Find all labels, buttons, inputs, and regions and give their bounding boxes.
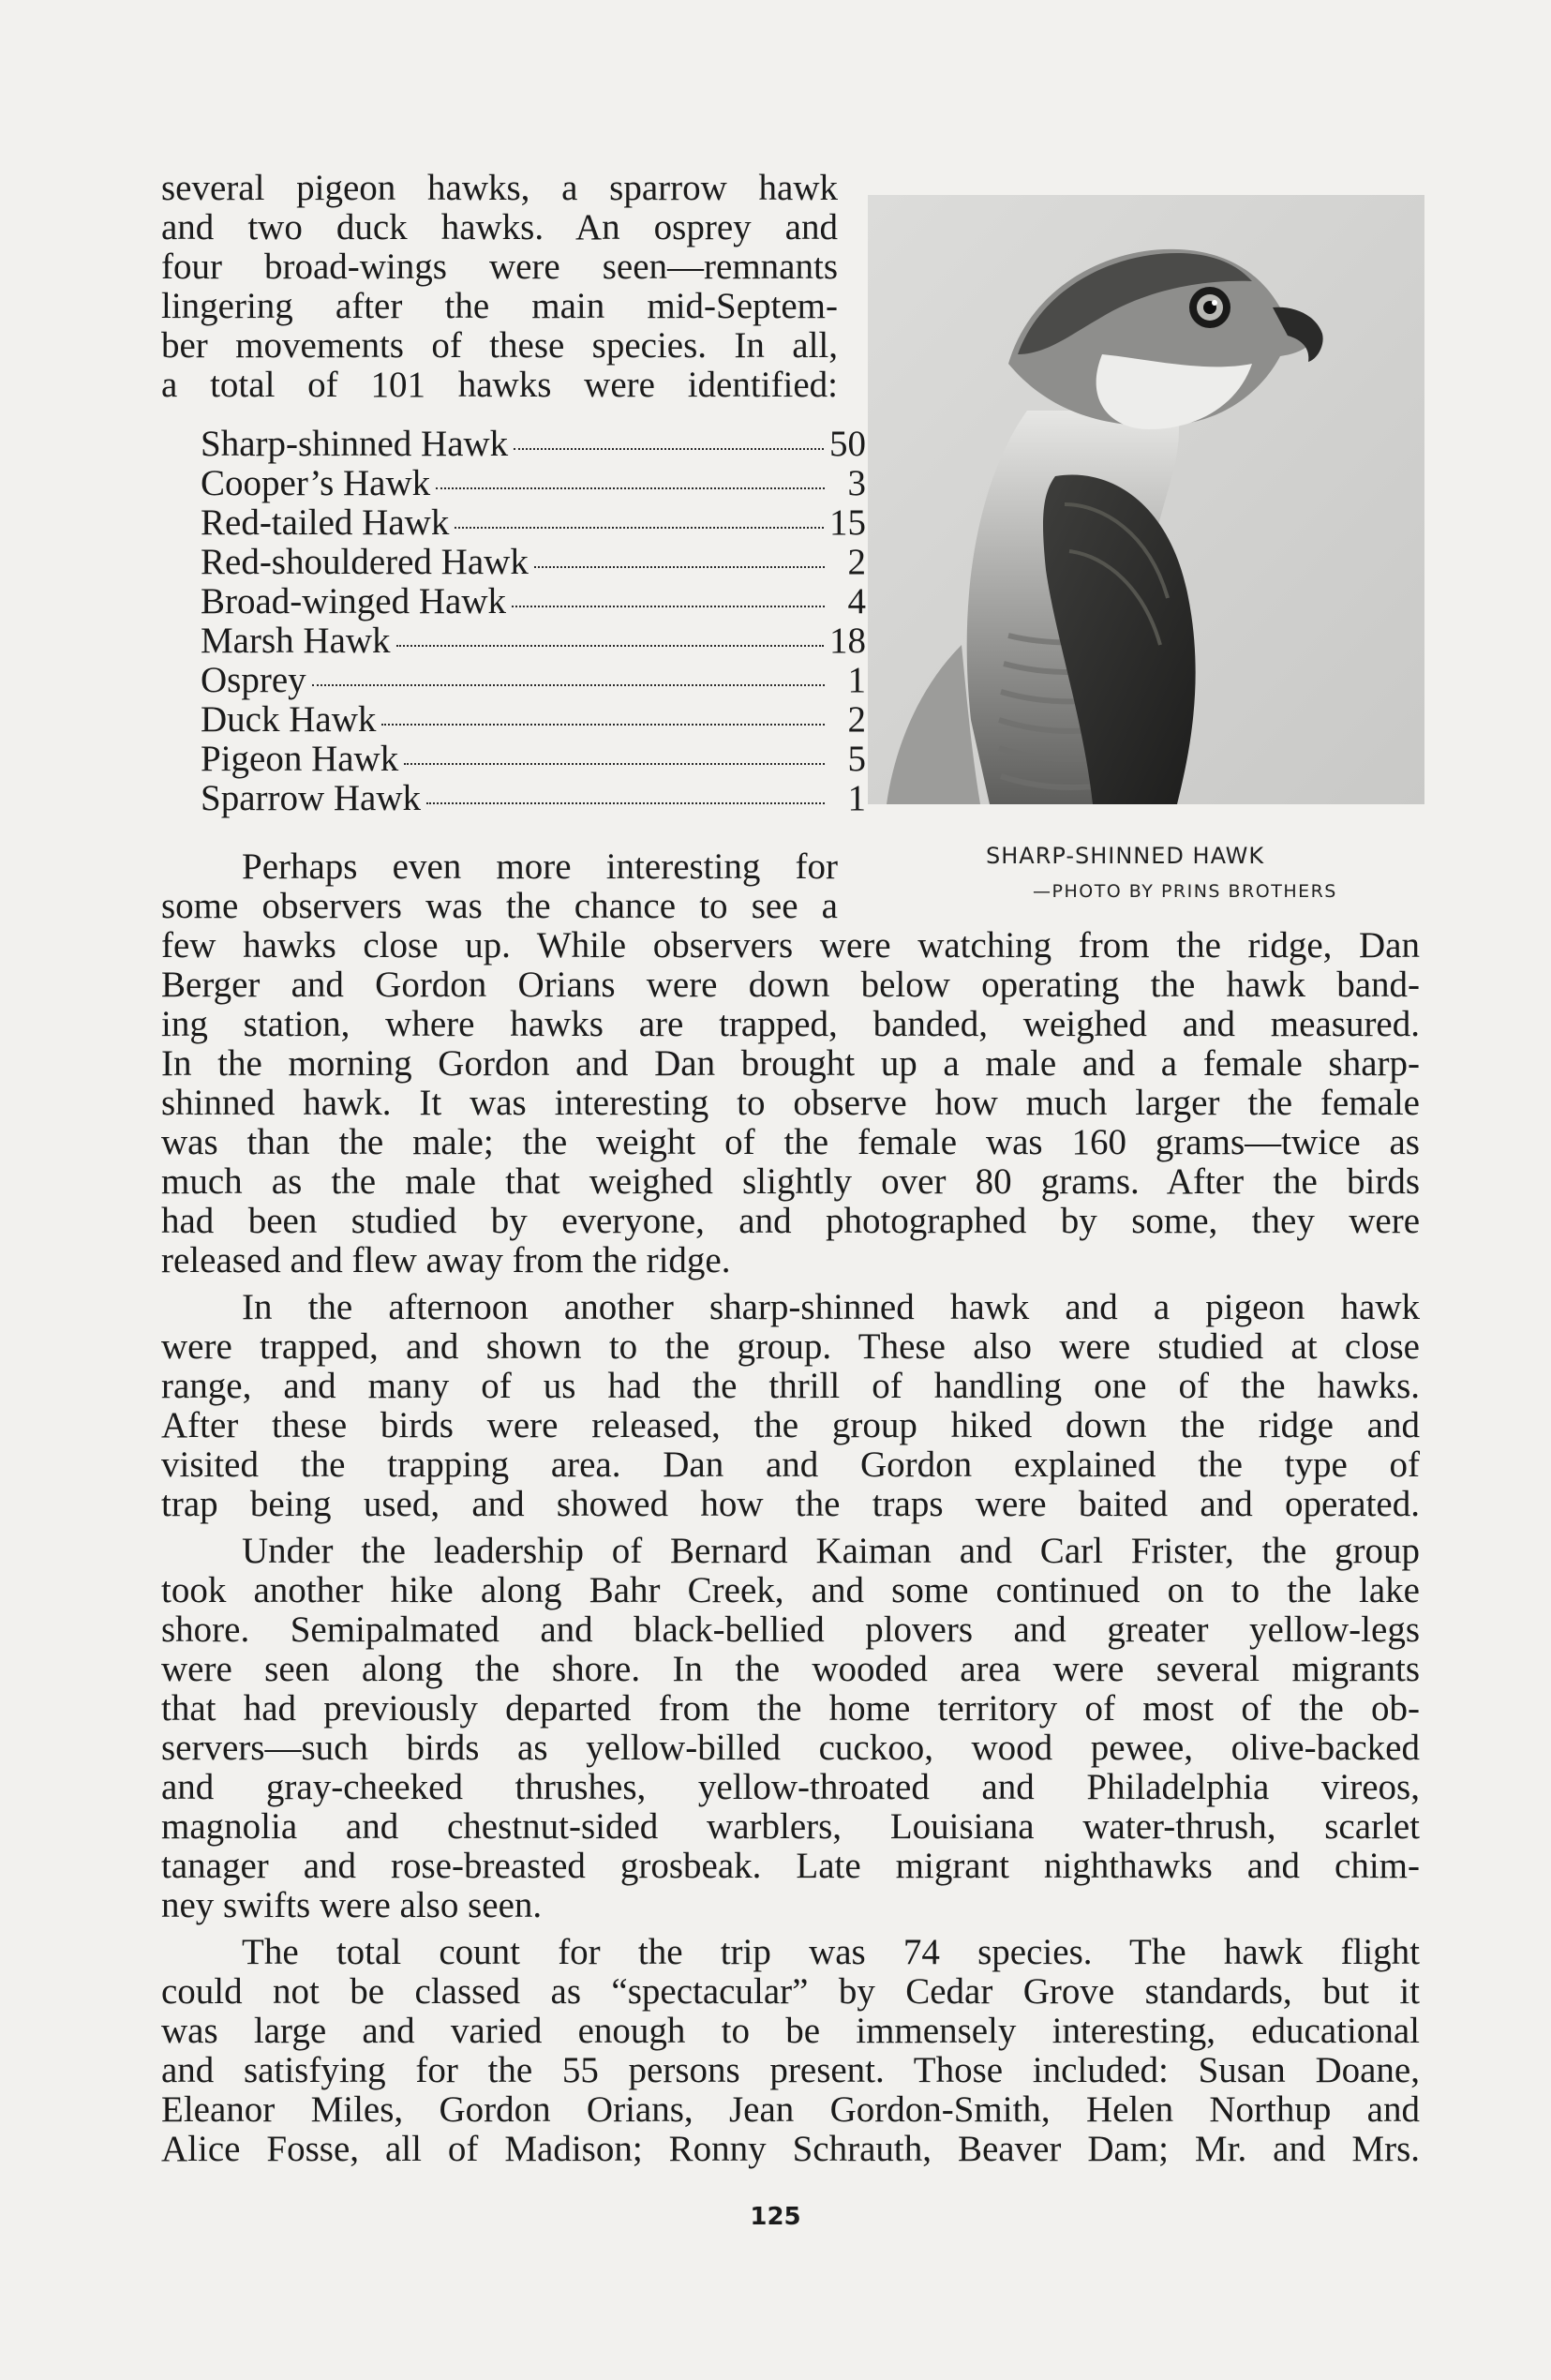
text-line: could not be classed as “spectacular” by Cedar Grove standards, but it <box>161 1971 1420 2012</box>
text-line: shore. Semipalmated and black-bellied plovers and greater yellow-legs <box>161 1609 1420 1650</box>
text-line: shinned hawk. It was interesting to observe how much larger the female <box>161 1083 1420 1123</box>
species-name: Duck Hawk <box>201 699 377 740</box>
text-line: were seen along the shore. In the wooded area were several migrants <box>161 1649 1420 1689</box>
text-line: range, and many of us had the thrill of handling one of the hawks. <box>161 1366 1420 1406</box>
species-count: 1 <box>847 660 866 700</box>
species-count: 50 <box>829 424 866 464</box>
text-line: magnolia and chestnut-sided warblers, Louisiana water-thrush, scarlet <box>161 1806 1420 1847</box>
leader-dots <box>396 645 824 647</box>
text-line: Eleanor Miles, Gordon Orians, Jean Gordon-Smith, Helen Northup and <box>161 2089 1420 2130</box>
leader-dots <box>426 802 825 804</box>
species-name: Osprey <box>201 660 306 700</box>
text-line: Alice Fosse, all of Madison; Ronny Schrauth, Beaver Dam; Mr. and Mrs. <box>161 2129 1420 2169</box>
species-name: Sharp-shinned Hawk <box>201 424 509 464</box>
leader-dots <box>436 487 825 489</box>
species-name: Sparrow Hawk <box>201 778 422 818</box>
leader-dots <box>534 566 825 568</box>
text-line: had been studied by everyone, and photographed by some, they were <box>161 1201 1420 1241</box>
species-name: Pigeon Hawk <box>201 739 399 779</box>
species-name: Red-tailed Hawk <box>201 502 450 543</box>
text-line: ney swifts were also seen. <box>161 1885 543 1925</box>
hawk-tally-row <box>201 700 866 740</box>
leader-dots <box>512 606 825 607</box>
photo-credit: —PHOTO BY PRINS BROTHERS <box>1033 881 1337 902</box>
hawk-tally-row <box>201 543 866 582</box>
hawk-tally-row <box>201 503 866 543</box>
hawk-tally-row <box>201 661 866 700</box>
species-name: Red-shouldered Hawk <box>201 542 529 582</box>
species-count: 2 <box>847 542 866 582</box>
species-count: 4 <box>847 581 866 621</box>
text-line: several pigeon hawks, a sparrow hawk <box>161 168 838 208</box>
text-line: visited the trapping area. Dan and Gordon explained the type of <box>161 1444 1420 1485</box>
hawk-tally-row <box>201 582 866 621</box>
text-line: four broad-wings were seen—remnants <box>161 247 838 287</box>
text-line: were trapped, and shown to the group. These also were studied at close <box>161 1326 1420 1367</box>
text-line: The total count for the trip was 74 species. The hawk flight <box>242 1932 1420 1972</box>
text-line: tanager and rose-breasted grosbeak. Late migrant nighthawks and chim- <box>161 1846 1420 1886</box>
text-line: much as the male that weighed slightly over 80 grams. After the birds <box>161 1161 1420 1202</box>
species-count: 3 <box>847 463 866 503</box>
hawk-illustration <box>868 195 1424 804</box>
text-line: After these birds were released, the group hiked down the ridge and <box>161 1405 1420 1445</box>
text-line: took another hike along Bahr Creek, and some continued on to the lake <box>161 1570 1420 1610</box>
text-line: trap being used, and showed how the traps were baited and operated. <box>161 1484 1420 1524</box>
species-name: Cooper’s Hawk <box>201 463 431 503</box>
text-line: some observers was the chance to see a <box>161 886 838 926</box>
leader-dots <box>455 527 824 529</box>
leader-dots <box>312 684 825 686</box>
text-line: Under the leadership of Bernard Kaiman and Carl Frister, the group <box>242 1531 1420 1571</box>
text-line: and two duck hawks. An osprey and <box>161 207 838 247</box>
hawk-tally-row <box>201 621 866 661</box>
text-line: In the afternoon another sharp-shinned hawk and a pigeon hawk <box>242 1287 1420 1327</box>
text-line: few hawks close up. While observers were watching from the ridge, Dan <box>161 925 1420 965</box>
hawk-tally-row <box>201 779 866 818</box>
text-line: and satisfying for the 55 persons present. Those included: Susan Doane, <box>161 2050 1420 2090</box>
hawk-photo <box>868 195 1424 804</box>
text-line: and gray-cheeked thrushes, yellow-throated and Philadelphia vireos, <box>161 1767 1420 1807</box>
photo-caption: SHARP-SHINNED HAWK <box>986 843 1265 869</box>
text-line: ber movements of these species. In all, <box>161 325 838 366</box>
leader-dots <box>404 763 825 765</box>
text-line: was than the male; the weight of the female was 160 grams—twice as <box>161 1122 1420 1162</box>
text-line: released and flew away from the ridge. <box>161 1240 731 1280</box>
hawk-tally-row <box>201 464 866 503</box>
leader-dots <box>381 724 825 726</box>
species-count: 18 <box>829 621 866 661</box>
text-line: In the morning Gordon and Dan brought up a male and a female sharp- <box>161 1043 1420 1084</box>
species-count: 1 <box>847 778 866 818</box>
text-line: Berger and Gordon Orians were down below operating the hawk band- <box>161 965 1420 1005</box>
text-line: lingering after the main mid-Septem- <box>161 286 838 326</box>
text-line: a total of 101 hawks were identified: <box>161 365 838 405</box>
text-line: Perhaps even more interesting for <box>242 846 838 887</box>
text-line: that had previously departed from the home territory of most of the ob- <box>161 1688 1420 1729</box>
page-number: 125 <box>750 2203 801 2231</box>
hawk-tally-row <box>201 740 866 779</box>
species-name: Broad-winged Hawk <box>201 581 506 621</box>
hawk-tally-row <box>201 425 866 464</box>
leader-dots <box>514 448 824 450</box>
species-count: 2 <box>847 699 866 740</box>
species-count: 15 <box>829 502 866 543</box>
species-name: Marsh Hawk <box>201 621 391 661</box>
text-line: was large and varied enough to be immensely interesting, educational <box>161 2011 1420 2051</box>
text-line: ing station, where hawks are trapped, banded, weighed and measured. <box>161 1004 1420 1044</box>
text-line: servers—such birds as yellow-billed cuckoo, wood pewee, olive-backed <box>161 1728 1420 1768</box>
species-count: 5 <box>847 739 866 779</box>
